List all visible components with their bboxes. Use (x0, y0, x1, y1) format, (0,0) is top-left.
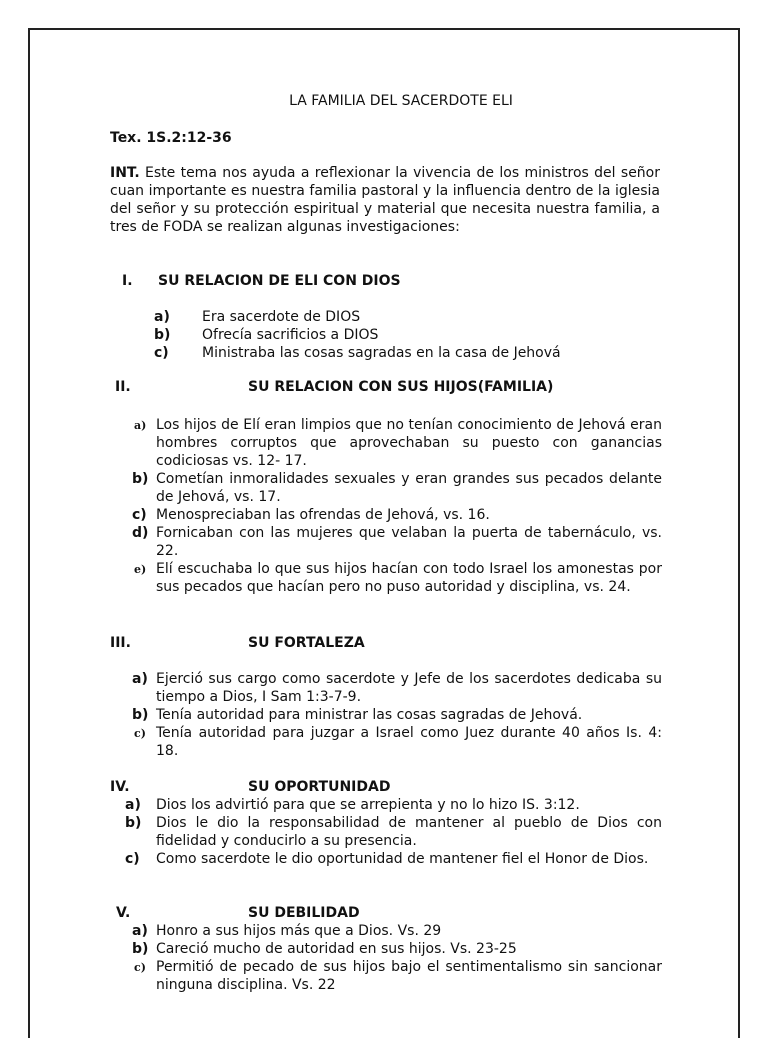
list-item-text: Elí escuchaba lo que sus hijos hacían con todo Israel los amonestas por sus pecados que hacían pero no puso autoridad y disciplina, vs. 24. (156, 561, 662, 595)
list-item-text: Menospreciaban las ofrendas de Jehová, vs. 16. (156, 507, 490, 523)
list-item-text: Como sacerdote le dio oportunidad de mantener fiel el Honor de Dios. (156, 851, 649, 867)
list-item-label: a) (154, 309, 170, 325)
section-list-5 (132, 922, 662, 994)
intro-paragraph (110, 164, 660, 236)
list-item-text: Ofrecía sacrificios a DIOS (202, 327, 379, 343)
section-number: V. (116, 905, 131, 921)
section-heading-5 (110, 904, 670, 922)
list-item (132, 670, 662, 706)
list-item (134, 724, 662, 760)
intro-text: Este tema nos ayuda a reflexionar la vivencia de los ministros del señor cuan importante es nuestra familia pastoral y la influencia dentro de la iglesia del señor y su protección espiritual y material que necesita nuestra familia, a tres de FODA se realizan algunas investigaciones: (110, 165, 660, 235)
list-item-label: b) (132, 941, 149, 957)
list-item-label: b) (132, 471, 149, 487)
list-item (125, 814, 662, 850)
list-item-text: Careció mucho de autoridad en sus hijos. Vs. 23-25 (156, 941, 517, 957)
section-title: SU DEBILIDAD (248, 905, 360, 921)
list-item-label: b) (154, 327, 171, 343)
list-item-text: Los hijos de Elí eran limpios que no tenían conocimiento de Jehová eran hombres corruptos que aprovechaban su puesto con ganancias codiciosas vs. 12- 17. (156, 417, 662, 469)
list-item-label: a) (132, 671, 148, 687)
list-item-label: e) (134, 563, 147, 576)
list-item-text: Ejerció sus cargo como sacerdote y Jefe de los sacerdotes dedicaba su tiempo a Dios, I Sam 1:3-7-9. (156, 671, 662, 705)
list-item-text: Cometían inmoralidades sexuales y eran grandes sus pecados delante de Jehová, vs. 17. (156, 471, 662, 505)
list-item (134, 416, 662, 470)
list-item-text: Fornicaban con las mujeres que velaban la puerta de tabernáculo, vs. 22. (156, 525, 662, 559)
section-number: I. (122, 273, 133, 289)
list-item (132, 524, 662, 560)
list-item-text: Tenía autoridad para juzgar a Israel como Juez durante 40 años Is. 4: 18. (156, 725, 662, 759)
list-item (134, 958, 662, 994)
list-item (154, 308, 672, 326)
list-item-label: c) (154, 345, 169, 361)
list-item-label: b) (132, 707, 149, 723)
list-item-text: Dios le dio la responsabilidad de mantener al pueblo de Dios con fidelidad y conducirlo a su presencia. (156, 815, 662, 849)
section-list-4 (125, 796, 662, 868)
list-item-text: Dios los advirtió para que se arrepienta y no lo hizo IS. 3:12. (156, 797, 580, 813)
list-item (125, 850, 662, 868)
section-title: SU FORTALEZA (248, 635, 365, 651)
section-list-1 (154, 308, 672, 362)
section-heading-4 (110, 778, 670, 796)
list-item-text: Era sacerdote de DIOS (202, 309, 361, 325)
list-item (132, 940, 662, 958)
document-page (28, 28, 740, 1038)
list-item (132, 506, 662, 524)
list-item-label: a) (125, 797, 141, 813)
list-item-label: b) (125, 815, 142, 831)
scripture-reference: Tex. 1S.2:12-36 (110, 130, 232, 146)
list-item-label: c) (134, 961, 146, 974)
list-item (154, 344, 672, 362)
list-item-label: a) (132, 923, 148, 939)
list-item-text: Permitió de pecado de sus hijos bajo el sentimentalismo sin sancionar ninguna disciplina. Vs. 22 (156, 959, 662, 993)
document-title: LA FAMILIA DEL SACERDOTE ELI (289, 93, 513, 109)
section-number: II. (115, 379, 131, 395)
list-item-label: c) (132, 507, 147, 523)
list-item-label: d) (132, 525, 149, 541)
section-list-2 (132, 416, 662, 596)
section-title: SU RELACION DE ELI CON DIOS (158, 273, 401, 289)
section-number: IV. (110, 779, 130, 795)
section-heading-2 (110, 378, 670, 396)
list-item (132, 922, 662, 940)
list-item-label: a) (134, 419, 147, 432)
intro-label: INT. (110, 165, 140, 181)
list-item (132, 470, 662, 506)
section-heading-3 (110, 634, 670, 652)
list-item (134, 560, 662, 596)
list-item (132, 706, 662, 724)
section-number: III. (110, 635, 131, 651)
list-item-label: c) (125, 851, 140, 867)
list-item-text: Honro a sus hijos más que a Dios. Vs. 29 (156, 923, 442, 939)
section-list-3 (132, 670, 662, 760)
section-heading-1 (110, 272, 670, 290)
list-item (154, 326, 672, 344)
section-title: SU OPORTUNIDAD (248, 779, 391, 795)
list-item-text: Ministraba las cosas sagradas en la casa de Jehová (202, 345, 561, 361)
section-title: SU RELACION CON SUS HIJOS(FAMILIA) (248, 379, 554, 395)
list-item-label: c) (134, 727, 146, 740)
list-item (125, 796, 662, 814)
list-item-text: Tenía autoridad para ministrar las cosas sagradas de Jehová. (156, 707, 583, 723)
